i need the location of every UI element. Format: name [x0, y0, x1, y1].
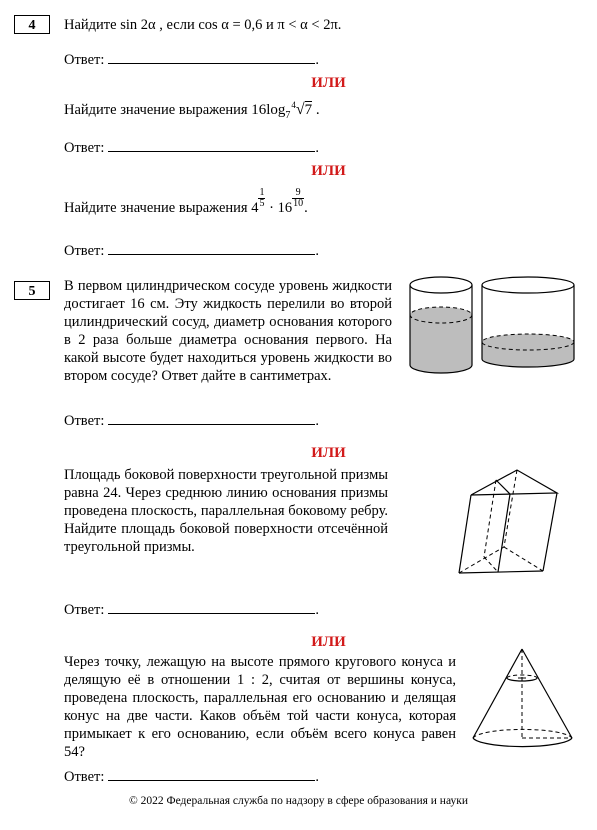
answer-label: Ответ: — [64, 602, 105, 618]
answer-line: Ответ: . — [64, 769, 319, 785]
task5-variant1-text: В первом цилиндрическом сосуде уровень жидкости достигает 16 см. Эту жидкость перелили во второй цилиндрический сосуд, диаметр основания которого в 2 раза больше диаметра основания первого. На какой высоте будет находиться уровень жидкости во втором сосуде? Ответ дайте в сантиметрах. — [64, 278, 392, 384]
task5-variant3-text: Через точку, лежащую на высоте прямого кругового конуса и делящую её в отношении 1 : 2, считая от вершины конуса, проведена плоскость, параллельная его основанию и делящая конус на две части. Каков объём той части конуса, которая примыкает к его основанию, если объём всего конуса равен 54? — [64, 654, 456, 760]
or-label: ИЛИ — [311, 445, 346, 461]
expr-suffix: . — [304, 199, 308, 216]
answer-label: Ответ: — [64, 52, 105, 68]
answer-line: Ответ: . — [64, 52, 319, 68]
answer-label: Ответ: — [64, 769, 105, 785]
exponent-fraction-2 — [292, 188, 304, 209]
task4-variant1-text: Найдите sin 2α , если cos α = 0,6 и π < α < 2π. — [64, 17, 342, 33]
task4-variant3-prefix: Найдите значение выражения — [64, 199, 248, 216]
power-base-1: 4 — [251, 199, 259, 216]
answer-line: Ответ: . — [64, 140, 319, 156]
or-label: ИЛИ — [311, 75, 346, 91]
answer-line: Ответ: . — [64, 243, 319, 259]
or-label: ИЛИ — [311, 634, 346, 650]
narrow-cylinder — [410, 277, 472, 373]
answer-blank[interactable] — [108, 50, 315, 64]
root-index: 4 — [291, 100, 296, 110]
task4-variant3 — [64, 187, 384, 219]
wide-cylinder — [482, 277, 574, 367]
task4-variant2-prefix: Найдите значение выражения — [64, 102, 248, 118]
answer-label: Ответ: — [64, 413, 105, 429]
log-base: 7 — [285, 110, 291, 121]
task-number-4: 4 — [14, 15, 50, 34]
exponent-numerator: 9 — [292, 188, 304, 199]
exponent-denominator: 10 — [293, 198, 304, 209]
cone-figure — [468, 645, 583, 760]
or-label: ИЛИ — [311, 163, 346, 179]
multiply-dot: · — [265, 199, 278, 216]
exponent-numerator: 1 — [259, 187, 265, 198]
exponent-fraction-1 — [258, 188, 265, 209]
answer-line: Ответ: . — [64, 602, 319, 618]
power-base-2: 16 — [277, 199, 293, 216]
expr-suffix: . — [312, 102, 320, 118]
answer-label: Ответ: — [64, 243, 105, 259]
answer-blank[interactable] — [108, 600, 315, 614]
page-footer: © 2022 Федеральная служба по надзору в сфере образования и науки — [129, 795, 468, 807]
answer-blank[interactable] — [108, 767, 315, 781]
radical-sign-icon: √ — [295, 101, 305, 118]
task5-variant2-text: Площадь боковой поверхности треугольной призмы равна 24. Через среднюю линию основания призмы проведена плоскость, параллельная боковому ребру. Найдите площадь боковой поверхности отсечённой треугольной призмы. — [64, 467, 388, 555]
answer-line: Ответ: . — [64, 413, 319, 429]
answer-blank[interactable] — [108, 411, 315, 425]
radicand: 7 — [304, 102, 313, 118]
two-cylinders-figure — [400, 272, 582, 377]
task4-variant2 — [64, 96, 364, 125]
expr-coefficient-log: 16log — [251, 102, 286, 118]
triangular-prism-figure — [455, 465, 580, 580]
answer-blank[interactable] — [108, 138, 315, 152]
exponent-denominator: 5 — [259, 198, 265, 209]
answer-label: Ответ: — [64, 140, 105, 156]
answer-blank[interactable] — [108, 241, 315, 255]
task-number-5: 5 — [14, 281, 50, 300]
